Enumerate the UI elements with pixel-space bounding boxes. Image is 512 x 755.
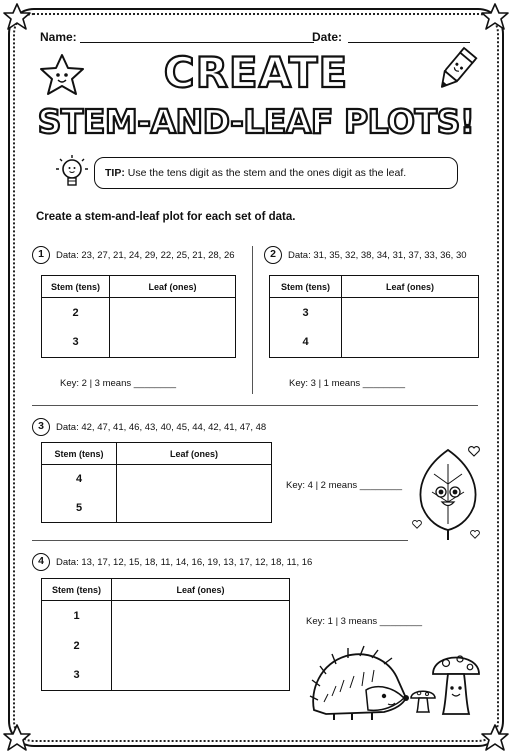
stem-header: Stem (tens) [42, 276, 110, 298]
stem-cell: 4 [75, 473, 83, 486]
leaf-header: Leaf (ones) [112, 579, 290, 601]
leaf-cell[interactable] [117, 494, 272, 523]
stem-leaf-table [41, 275, 236, 358]
worksheet-title-line2: STEM-AND-LEAF PLOTS! [37, 102, 475, 141]
corner-star-icon [2, 723, 32, 753]
stem-header: Stem (tens) [42, 579, 112, 601]
corner-star-icon [480, 723, 510, 753]
leaf-cell[interactable] [342, 298, 479, 328]
problem-number: 4 [32, 553, 50, 571]
problem-data: Data: 13, 17, 12, 15, 18, 11, 14, 16, 19, 13, 17, 12, 18, 11, 16 [56, 557, 313, 568]
heart-icon [468, 446, 480, 457]
key-text: Key: 2 | 3 means ________ [60, 378, 177, 389]
leaf-cell[interactable] [110, 328, 236, 358]
date-field[interactable] [348, 42, 470, 43]
stem-header: Stem (tens) [42, 443, 117, 465]
name-label: Name: [40, 30, 77, 44]
problem-data: Data: 31, 35, 32, 38, 34, 31, 37, 33, 36, 30 [288, 250, 467, 261]
key-text: Key: 3 | 1 means ________ [289, 378, 406, 389]
mushroom-icon [430, 646, 482, 718]
stem-cell: 5 [75, 501, 83, 514]
stem-leaf-table [41, 578, 290, 691]
leaf-header: Leaf (ones) [117, 443, 272, 465]
leaf-cell[interactable] [342, 328, 479, 358]
heart-icon [412, 520, 422, 529]
heart-icon [470, 530, 480, 539]
stem-cell: 3 [302, 306, 309, 319]
instruction-text: Create a stem-and-leaf plot for each set of data. [36, 211, 296, 223]
section-divider [32, 540, 408, 541]
leaf-cell[interactable] [112, 601, 290, 631]
leaf-icon [408, 444, 488, 544]
header-row [40, 30, 472, 48]
worksheet-title-line1: CREATE [163, 48, 349, 97]
name-field[interactable] [80, 42, 314, 43]
stem-leaf-table [41, 442, 272, 523]
problem-number: 2 [264, 246, 282, 264]
stem-cell: 3 [72, 336, 79, 349]
problem-data: Data: 42, 47, 41, 46, 43, 40, 45, 44, 42, 41, 47, 48 [56, 422, 267, 433]
tip-label: TIP: [105, 167, 125, 179]
stem-cell: 2 [73, 639, 80, 652]
section-divider [32, 405, 478, 406]
leaf-cell[interactable] [110, 298, 236, 328]
stem-cell: 2 [72, 306, 79, 319]
problem-data: Data: 23, 27, 21, 24, 29, 22, 25, 21, 28, 26 [56, 250, 235, 261]
lightbulb-icon [54, 152, 90, 194]
leaf-header: Leaf (ones) [342, 276, 479, 298]
column-divider [252, 246, 253, 394]
leaf-cell[interactable] [117, 465, 272, 494]
corner-star-icon [2, 2, 32, 32]
leaf-header: Leaf (ones) [110, 276, 236, 298]
date-label: Date: [312, 30, 343, 44]
stem-cell: 4 [302, 336, 309, 349]
key-text: Key: 4 | 2 means ________ [286, 480, 403, 491]
key-text: Key: 1 | 3 means ________ [306, 616, 423, 627]
hedgehog-icon [306, 640, 412, 722]
stem-header: Stem (tens) [270, 276, 342, 298]
corner-star-icon [480, 2, 510, 32]
leaf-cell[interactable] [112, 661, 290, 691]
leaf-cell[interactable] [112, 631, 290, 661]
stem-cell: 1 [73, 609, 80, 622]
tip-box [94, 157, 458, 189]
problem-number: 3 [32, 418, 50, 436]
stem-cell: 3 [73, 669, 80, 682]
tip-text: Use the tens digit as the stem and the ones digit as the leaf. [127, 167, 407, 179]
stem-leaf-table [269, 275, 479, 358]
problem-number: 1 [32, 246, 50, 264]
